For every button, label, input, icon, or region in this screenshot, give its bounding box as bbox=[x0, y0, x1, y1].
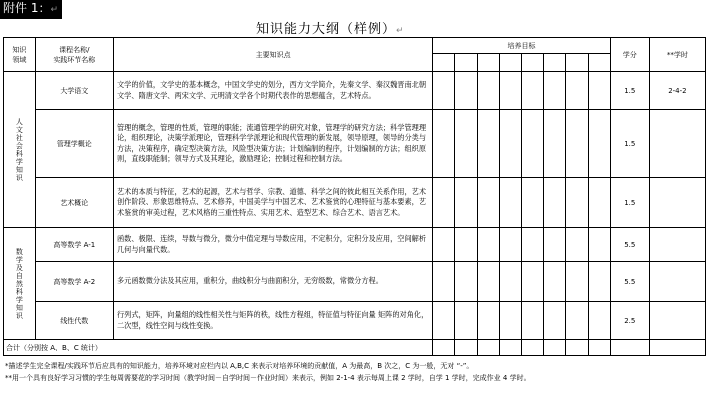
domain-humanities: 人文社会科学知识 bbox=[4, 72, 36, 228]
header-course bbox=[35, 38, 113, 72]
goal-cell bbox=[544, 262, 566, 302]
goal-cell bbox=[521, 262, 543, 302]
header-domain-line1: 知识 bbox=[12, 45, 27, 54]
course-row bbox=[4, 178, 706, 228]
header-domain-line2: 领域 bbox=[12, 55, 27, 64]
course-hours bbox=[649, 302, 705, 340]
header-row-1 bbox=[4, 38, 706, 54]
goal-cell bbox=[521, 72, 543, 110]
goal-cell bbox=[566, 228, 588, 262]
training-col bbox=[477, 54, 499, 72]
course-name: 艺术概论 bbox=[35, 178, 113, 228]
goal-cell bbox=[433, 72, 455, 110]
course-hours bbox=[649, 178, 705, 228]
goal-total-cell bbox=[499, 340, 521, 356]
course-name: 线性代数 bbox=[35, 302, 113, 340]
goal-cell bbox=[521, 110, 543, 178]
course-hours bbox=[649, 228, 705, 262]
goal-cell bbox=[455, 72, 477, 110]
goal-cell bbox=[499, 262, 521, 302]
footnote-2: **用一个具有良好学习习惯的学生每周需要花的学习时间（教学时间－自学时间－作业时间）来表示，例如 2-1-4 表示每周上课 2 学时，自学 1 学时，完成作业 4 学时。 bbox=[5, 374, 531, 382]
goal-cell bbox=[433, 262, 455, 302]
goal-cell bbox=[521, 228, 543, 262]
training-col bbox=[521, 54, 543, 72]
course-credit: 1.5 bbox=[610, 110, 649, 178]
training-col bbox=[433, 54, 455, 72]
goal-cell bbox=[544, 302, 566, 340]
total-row bbox=[4, 340, 706, 356]
goal-cell bbox=[544, 110, 566, 178]
goal-cell bbox=[544, 178, 566, 228]
course-row bbox=[4, 72, 706, 110]
goal-cell bbox=[455, 228, 477, 262]
course-desc: 管理的概念，管理的性质，管理的职能；流通管理学的研究对象，管理学的研究方法；科学管理理论，组织理论，决策学派理论，管理科学学派理论和现代管理的新发展，领导原理，领导的分类与方法，决策程序，确定型决策方法，风险型决策方法；计划编制的程序，计划编制的方法；组织原则，直线职能制；领导方式及其理论，激励理论；控制过程和控制方法。 bbox=[113, 110, 432, 178]
goal-cell bbox=[588, 262, 610, 302]
training-col bbox=[499, 54, 521, 72]
goal-cell bbox=[521, 302, 543, 340]
goal-cell bbox=[433, 228, 455, 262]
goal-cell bbox=[477, 110, 499, 178]
header-hours: **学时 bbox=[649, 38, 705, 72]
goal-total-cell bbox=[433, 340, 455, 356]
goal-cell bbox=[566, 178, 588, 228]
goal-total-cell bbox=[544, 340, 566, 356]
return-mark-icon: ↵ bbox=[50, 5, 58, 15]
goal-cell bbox=[588, 302, 610, 340]
goal-cell bbox=[433, 110, 455, 178]
goal-cell bbox=[544, 72, 566, 110]
footnote-1: *描述学生完全课程/实践环节后应具有的知识能力，培养环境对应栏内以 A,B,C 来表示对培养环境的贡献值，A 为最高，B 次之，C 为一般，无对 “-”。 bbox=[5, 362, 474, 370]
goal-total-cell bbox=[521, 340, 543, 356]
course-hours bbox=[649, 110, 705, 178]
course-row bbox=[4, 228, 706, 262]
course-desc: 函数、极限、连续，导数与微分，微分中值定理与导数应用，不定积分，定积分及应用，空间解析几何与向量代数。 bbox=[113, 228, 432, 262]
course-desc: 行列式，矩阵，向量组的线性相关性与矩阵的秩，线性方程组，特征值与特征向量 矩阵的对角化，二次型，线性空间与线性变换。 bbox=[113, 302, 432, 340]
page-title bbox=[256, 18, 405, 37]
goal-cell bbox=[477, 262, 499, 302]
goal-cell bbox=[477, 228, 499, 262]
goal-cell bbox=[588, 110, 610, 178]
credit-total-cell bbox=[610, 340, 649, 356]
header-main-points: 主要知识点 bbox=[113, 38, 432, 72]
course-hours bbox=[649, 262, 705, 302]
goal-cell bbox=[455, 302, 477, 340]
total-label: 合计（分别按 A、B、C 统计） bbox=[4, 340, 433, 356]
goal-cell bbox=[544, 228, 566, 262]
goal-cell bbox=[566, 302, 588, 340]
course-desc: 多元函数微分法及其应用，重积分，曲线积分与曲面积分，无穷级数，常微分方程。 bbox=[113, 262, 432, 302]
goal-cell bbox=[455, 110, 477, 178]
attachment-label bbox=[0, 0, 62, 19]
course-credit: 1.5 bbox=[610, 178, 649, 228]
goal-cell bbox=[566, 72, 588, 110]
header-course-line2: 实践环节名称 bbox=[53, 55, 96, 64]
goal-cell bbox=[588, 228, 610, 262]
course-credit: 1.5 bbox=[610, 72, 649, 110]
goal-cell bbox=[433, 178, 455, 228]
goal-total-cell bbox=[588, 340, 610, 356]
header-training-goals: 培养目标 bbox=[433, 38, 611, 54]
course-name: 管理学概论 bbox=[35, 110, 113, 178]
course-row bbox=[4, 110, 706, 178]
goal-cell bbox=[477, 72, 499, 110]
domain-math-science: 数学及自然科学知识 bbox=[4, 228, 36, 340]
goal-total-cell bbox=[477, 340, 499, 356]
goal-cell bbox=[499, 302, 521, 340]
training-col bbox=[588, 54, 610, 72]
goal-cell bbox=[566, 110, 588, 178]
header-credit: 学分 bbox=[610, 38, 649, 72]
course-name: 高等数学 A-1 bbox=[35, 228, 113, 262]
attachment-text: 附件 1： bbox=[3, 1, 51, 15]
course-row bbox=[4, 262, 706, 302]
goal-cell bbox=[588, 72, 610, 110]
return-mark-icon: ↵ bbox=[396, 26, 405, 36]
goal-cell bbox=[499, 178, 521, 228]
course-desc: 艺术的本质与特征，艺术的起源，艺术与哲学、宗教、道德、科学之间的彼此相互关系作用，艺术创作阶段、形象思维特点、艺术修养，中国美学与中国艺术、艺术鉴赏的心理特征与基本要素，艺术鉴赏的审美过程，艺术风格的三重性特点、实用艺术、造型艺术、综合艺术、语言艺术。 bbox=[113, 178, 432, 228]
goal-cell bbox=[499, 72, 521, 110]
goal-cell bbox=[477, 302, 499, 340]
title-text: 知识能力大纲（样例） bbox=[256, 22, 397, 37]
header-domain bbox=[4, 38, 36, 72]
training-col bbox=[566, 54, 588, 72]
goal-cell bbox=[566, 262, 588, 302]
hours-total-cell bbox=[649, 340, 705, 356]
course-credit: 2.5 bbox=[610, 302, 649, 340]
course-credit: 5.5 bbox=[610, 262, 649, 302]
goal-cell bbox=[433, 302, 455, 340]
goal-cell bbox=[521, 178, 543, 228]
goal-cell bbox=[477, 178, 499, 228]
course-hours: 2-4-2 bbox=[649, 72, 705, 110]
goal-total-cell bbox=[455, 340, 477, 356]
training-col bbox=[544, 54, 566, 72]
course-name: 高等数学 A-2 bbox=[35, 262, 113, 302]
course-credit: 5.5 bbox=[610, 228, 649, 262]
training-col bbox=[455, 54, 477, 72]
footnotes bbox=[5, 360, 531, 384]
goal-cell bbox=[455, 262, 477, 302]
goal-cell bbox=[499, 228, 521, 262]
syllabus-table bbox=[3, 37, 706, 356]
course-row bbox=[4, 302, 706, 340]
goal-cell bbox=[499, 110, 521, 178]
goal-cell bbox=[588, 178, 610, 228]
header-course-line1: 课程名称/ bbox=[59, 45, 90, 54]
course-name: 大学语文 bbox=[35, 72, 113, 110]
course-desc: 文学的价值，文学史的基本概念，中国文学史的划分，西方文学简介，先秦文学、秦汉魏晋南北朝文学、隋唐文学、两宋文学、元明清文学各个时期代表作的思想蕴含，艺术特点。 bbox=[113, 72, 432, 110]
goal-cell bbox=[455, 178, 477, 228]
goal-total-cell bbox=[566, 340, 588, 356]
